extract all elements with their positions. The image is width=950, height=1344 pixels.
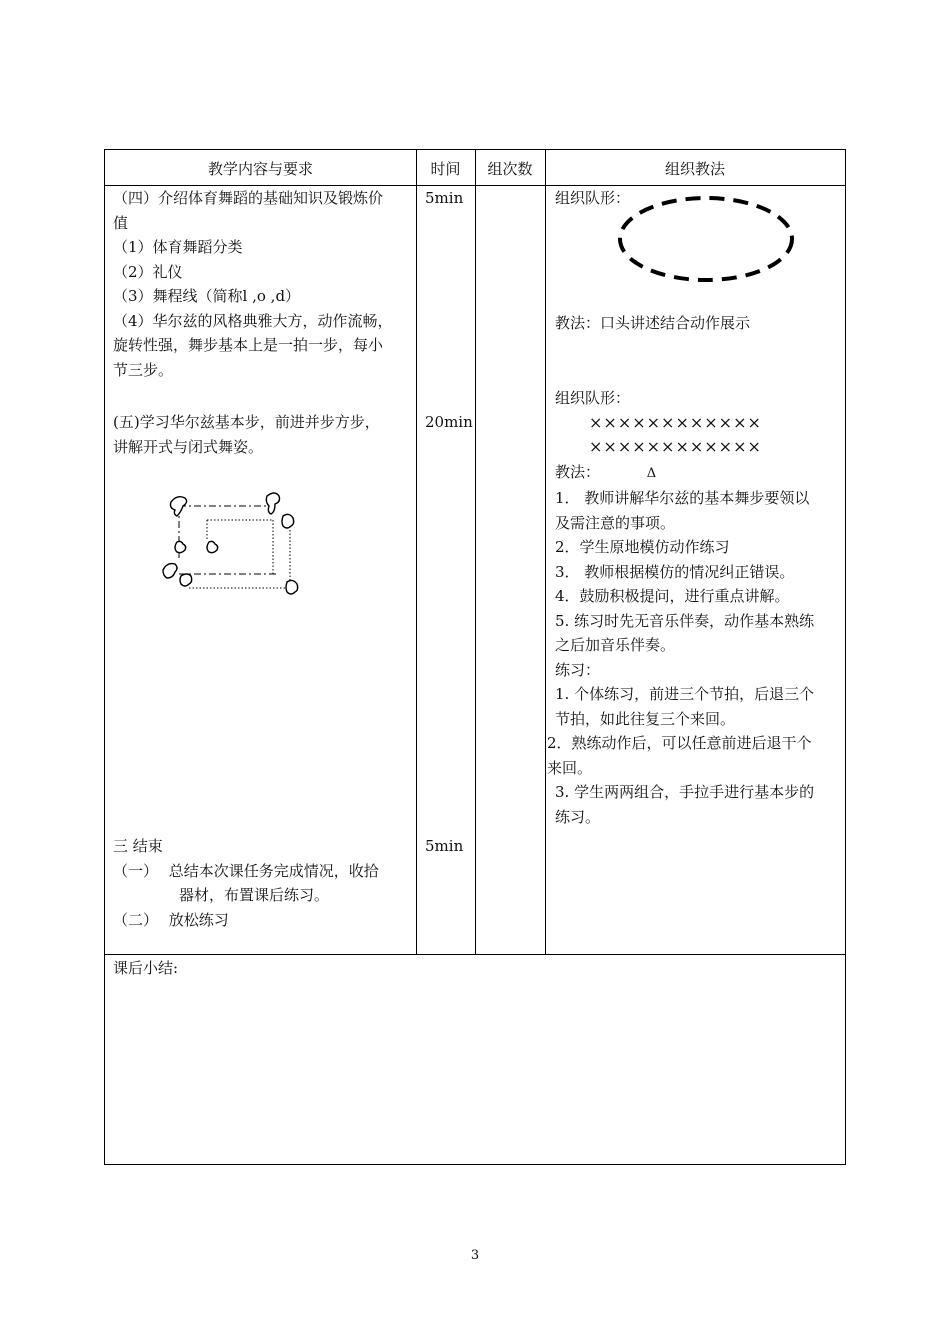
time-ending: 5min <box>425 837 464 855</box>
formation-label: 组织队形： <box>555 389 631 407</box>
teaching-method-1: 教法：口头讲述结合动作展示 <box>555 314 751 332</box>
header-sets: 组次数 <box>487 159 533 178</box>
footprint-icon <box>286 580 298 594</box>
footprint-icon <box>175 541 186 552</box>
formation-ellipse <box>620 198 792 280</box>
footprint-icon <box>180 574 192 586</box>
formation-label: 组织队形： <box>555 189 631 207</box>
footprint-icon <box>207 541 218 552</box>
lesson-plan-table <box>104 149 846 1165</box>
content-part5: (五)学习华尔兹基本步，前进并步方步， 讲解开式与闭式舞姿。 <box>113 413 380 456</box>
student-row: ×××××××××××× <box>589 437 762 456</box>
column-divider <box>545 150 546 955</box>
column-divider <box>475 150 476 955</box>
ending-item: （二） 放松练习 <box>113 910 229 929</box>
ending-title: 三 结束 <box>113 837 163 855</box>
footprint-icon <box>282 514 294 528</box>
circle-formation-diagram <box>617 194 797 284</box>
summary-divider <box>105 954 845 955</box>
header-method: 组织教法 <box>664 159 725 178</box>
ending-item: （一） 总结本次课任务完成情况，收拾 <box>113 861 379 880</box>
header-content: 教学内容与要求 <box>207 159 313 178</box>
content-ending: 三 结束 （一） 总结本次课任务完成情况，收拾 器材，布置课后练习。 （二） 放松练习 <box>113 834 379 932</box>
summary-label: 课后小结: <box>113 959 179 977</box>
footprint-icon <box>163 564 177 578</box>
student-row: ×××××××××××× <box>589 412 762 432</box>
teacher-mark: Δ <box>646 465 657 481</box>
practice-label: 练习： <box>555 660 601 679</box>
content-part4: （四）介绍体育舞蹈的基础知识及锻炼价 值 （1）体育舞蹈分类 （2）礼仪 （3）舞程线（简称l ,o ,d） （4）华尔兹的风格典雅大方，动作流畅， 旋转性强，舞步基本上是一拍一步，每小 节三步。 <box>113 189 393 379</box>
page-number: 3 <box>470 1248 480 1263</box>
header-time: 时间 <box>430 159 461 178</box>
column-divider <box>416 150 417 955</box>
method-part5: 组织队形： ×××××××××××× ×××××××××××× 教法： Δ 1． 教师讲解华尔兹的基本舞步要领以 及需注意的事项。 2．学生原地模仿动作练习 3． 教师根据模仿的情况纠正错误。 4．鼓励积极提问，进行重点讲解。 5. 练习时先无音乐伴奏，动作基本熟练 之后加音乐伴奏。 练习： 1. 个体练习，前进三个节拍，后退三个 节拍，如此往复三个来回。 2．熟练动作后，可以任意前进后退干个 来回。 3. 学生两两组合，手拉手进行基本步的 练习。 <box>555 386 814 829</box>
time-part4: 5min <box>425 189 464 207</box>
waltz-step-diagram <box>157 490 307 600</box>
footprint-icon <box>266 493 279 514</box>
time-part5: 20min <box>425 413 473 431</box>
